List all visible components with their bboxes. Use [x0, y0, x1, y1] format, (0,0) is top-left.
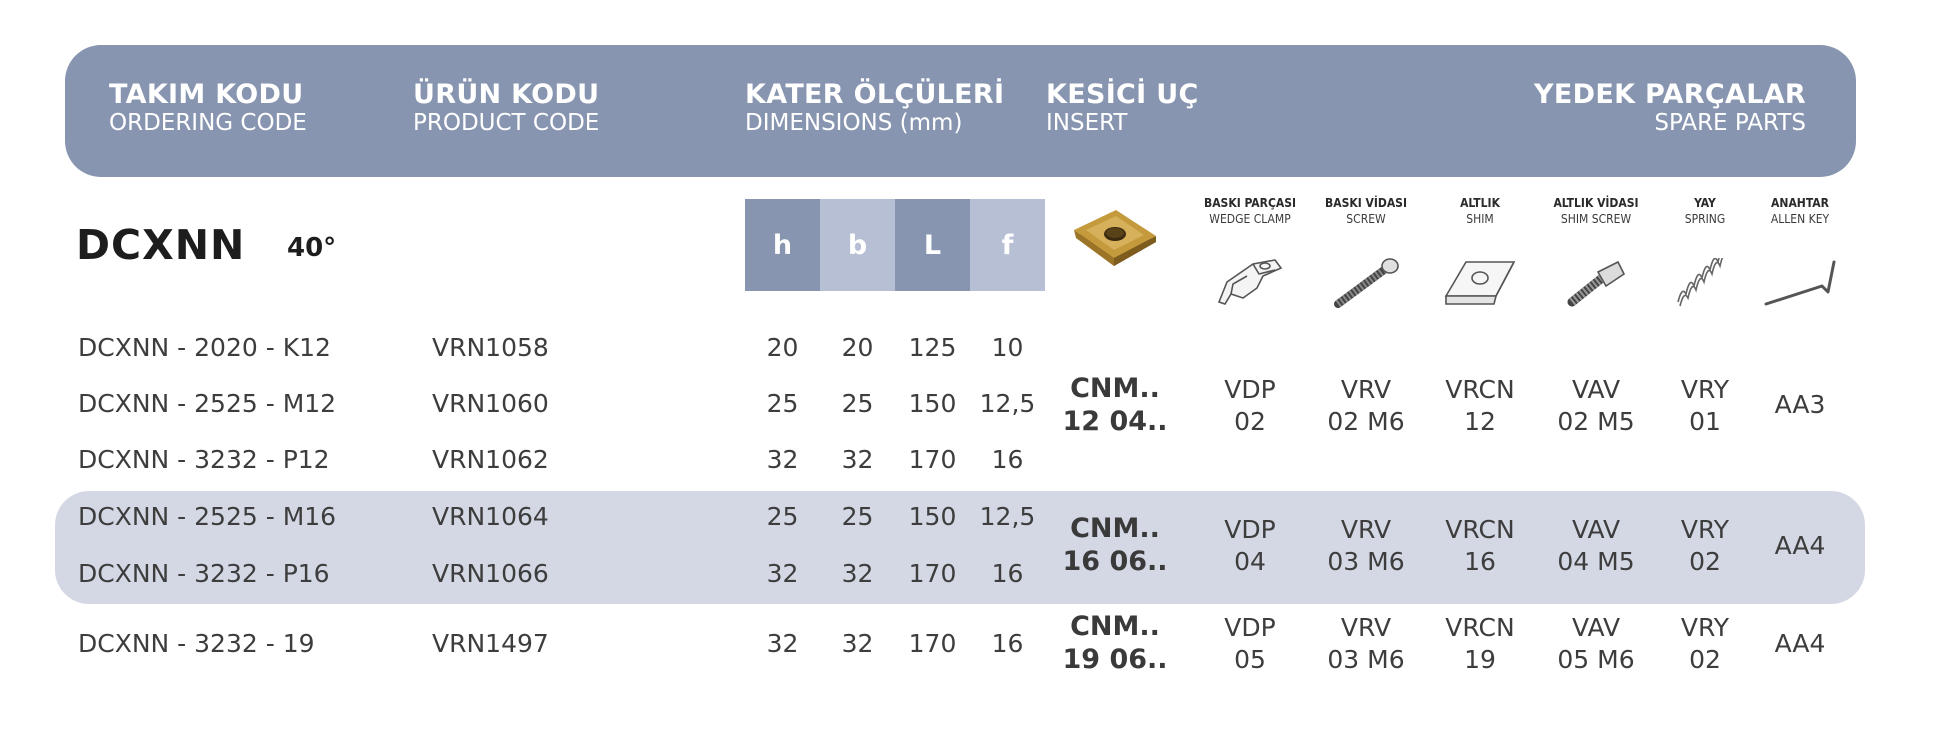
screw-code	[1301, 612, 1431, 676]
part-code: AA4	[1774, 531, 1826, 560]
spare-header-title: ANAHTAR	[1771, 196, 1829, 210]
insert-icon	[1068, 208, 1160, 280]
allen-key-code	[1735, 530, 1865, 562]
part-code: VRCN	[1445, 515, 1515, 544]
header-subtitle: PRODUCT CODE	[413, 110, 600, 136]
part-size: 12	[1464, 407, 1496, 436]
insert-code: CNM..	[1070, 513, 1160, 544]
spare-header-subtitle: SCREW	[1346, 212, 1386, 226]
part-size: 04 M5	[1557, 547, 1635, 576]
part-size: 02	[1689, 547, 1721, 576]
header-subtitle: DIMENSIONS (mm)	[745, 110, 963, 136]
dim-h: 20	[766, 333, 799, 362]
part-size: 02 M5	[1557, 407, 1635, 436]
header-subtitle: INSERT	[1046, 110, 1128, 136]
wedge-clamp-icon	[1213, 254, 1287, 310]
product-angle: 40°	[287, 233, 337, 263]
spare-header-title: BASKI VİDASI	[1325, 196, 1407, 210]
spare-header-wedge-clamp	[1185, 196, 1315, 227]
part-code: VRV	[1340, 515, 1392, 544]
header-ordering-code	[109, 80, 307, 136]
dim-h: 25	[766, 389, 799, 418]
product-name: DCXNN	[76, 221, 246, 269]
header-insert	[1046, 80, 1199, 136]
spare-header-screw	[1301, 196, 1431, 227]
header-dimensions	[745, 80, 1004, 136]
wedge-clamp-code	[1185, 374, 1315, 438]
part-code: VRY	[1680, 375, 1730, 404]
header-title: ÜRÜN KODU	[413, 79, 600, 110]
product-code: VRN1497	[432, 629, 549, 658]
insert-group-3	[1060, 610, 1170, 676]
spare-header-subtitle: ALLEN KEY	[1770, 212, 1830, 226]
product-code: VRN1066	[432, 559, 549, 588]
wedge-clamp-code	[1185, 514, 1315, 578]
part-size: 03 M6	[1327, 645, 1405, 674]
dim-h: 32	[766, 629, 799, 658]
spare-header-subtitle: SHIM	[1466, 212, 1494, 226]
part-size: 05 M6	[1557, 645, 1635, 674]
insert-size: 16 06..	[1062, 546, 1168, 577]
part-code: VDP	[1224, 613, 1276, 642]
part-code: AA3	[1774, 390, 1826, 419]
dim-header-f: f	[970, 199, 1045, 291]
header-title: TAKIM KODU	[109, 79, 304, 110]
dim-L: 150	[908, 502, 957, 531]
shim-icon	[1440, 256, 1520, 310]
dim-b: 32	[841, 445, 874, 474]
product-code: VRN1064	[432, 502, 549, 531]
insert-size: 12 04..	[1062, 406, 1168, 437]
spare-header-shim	[1415, 196, 1545, 227]
insert-group-2	[1060, 512, 1170, 578]
part-code: VAV	[1571, 375, 1621, 404]
dim-L: 170	[908, 629, 957, 658]
shim-screw-icon	[1562, 256, 1632, 310]
dim-L: 170	[908, 445, 957, 474]
dim-b: 25	[841, 389, 874, 418]
part-size: 02 M6	[1327, 407, 1405, 436]
insert-code: CNM..	[1070, 611, 1160, 642]
insert-group-1	[1060, 372, 1170, 438]
dim-f: 12,5	[979, 389, 1036, 418]
shim-code	[1415, 514, 1545, 578]
ordering-code: DCXNN - 2525 - M16	[78, 502, 337, 531]
spare-header-subtitle: SHIM SCREW	[1560, 212, 1632, 226]
dim-h: 32	[766, 445, 799, 474]
product-code: VRN1058	[432, 333, 549, 362]
spare-header-subtitle: WEDGE CLAMP	[1209, 212, 1291, 226]
spare-header-title: BASKI PARÇASI	[1203, 196, 1297, 210]
spare-header-subtitle: SPRING	[1684, 212, 1726, 226]
header-subtitle: ORDERING CODE	[109, 110, 307, 136]
product-code: VRN1062	[432, 445, 549, 474]
dim-f: 10	[991, 333, 1024, 362]
dim-b: 32	[841, 629, 874, 658]
ordering-code: DCXNN - 2020 - K12	[78, 333, 331, 362]
ordering-code: DCXNN - 3232 - 19	[78, 629, 315, 658]
part-code: VRCN	[1445, 375, 1515, 404]
part-code: VAV	[1571, 515, 1621, 544]
dim-f: 16	[991, 445, 1024, 474]
ordering-code: DCXNN - 3232 - P12	[78, 445, 330, 474]
spare-header-title: ALTLIK	[1460, 196, 1500, 210]
screw-icon	[1332, 256, 1402, 310]
dim-h: 25	[766, 502, 799, 531]
product-code: VRN1060	[432, 389, 549, 418]
dim-f: 16	[991, 629, 1024, 658]
part-code: AA4	[1774, 629, 1826, 658]
dim-L: 125	[908, 333, 957, 362]
spare-header-allen-key	[1735, 196, 1865, 227]
dim-f: 12,5	[979, 502, 1036, 531]
header-product-code	[413, 80, 599, 136]
header-subtitle: SPARE PARTS	[1654, 110, 1806, 136]
part-size: 02	[1234, 407, 1266, 436]
screw-code	[1301, 514, 1431, 578]
spare-header-title: YAY	[1694, 196, 1716, 210]
part-code: VAV	[1571, 613, 1621, 642]
spring-icon	[1672, 258, 1738, 310]
part-size: 04	[1234, 547, 1266, 576]
dim-L: 170	[908, 559, 957, 588]
part-code: VDP	[1224, 515, 1276, 544]
part-size: 02	[1689, 645, 1721, 674]
ordering-code: DCXNN - 3232 - P16	[78, 559, 330, 588]
allen-key-code	[1735, 628, 1865, 660]
header-title: YEDEK PARÇALAR	[1534, 79, 1806, 110]
dim-header-h: h	[745, 199, 820, 291]
header-title: KESİCİ UÇ	[1046, 79, 1199, 110]
shim-code	[1415, 374, 1545, 438]
ordering-code: DCXNN - 2525 - M12	[78, 389, 337, 418]
shim-code	[1415, 612, 1545, 676]
part-code: VRY	[1680, 515, 1730, 544]
allen-key-code	[1735, 389, 1865, 421]
wedge-clamp-code	[1185, 612, 1315, 676]
spare-header-title: ALTLIK VİDASI	[1553, 196, 1639, 210]
part-size: 03 M6	[1327, 547, 1405, 576]
dim-h: 32	[766, 559, 799, 588]
part-code: VDP	[1224, 375, 1276, 404]
dim-b: 20	[841, 333, 874, 362]
header-spare-parts	[1534, 80, 1806, 136]
part-code: VRY	[1680, 613, 1730, 642]
screw-code	[1301, 374, 1431, 438]
part-code: VRV	[1340, 613, 1392, 642]
dim-f: 16	[991, 559, 1024, 588]
allen-key-icon	[1762, 256, 1838, 310]
part-size: 05	[1234, 645, 1266, 674]
part-size: 16	[1464, 547, 1496, 576]
dim-L: 150	[908, 389, 957, 418]
header-title: KATER ÖLÇÜLERİ	[745, 79, 1005, 110]
dim-header-L: L	[895, 199, 970, 291]
part-size: 01	[1689, 407, 1721, 436]
part-code: VRV	[1340, 375, 1392, 404]
dim-header-b: b	[820, 199, 895, 291]
part-size: 19	[1464, 645, 1496, 674]
insert-size: 19 06..	[1062, 644, 1168, 675]
part-code: VRCN	[1445, 613, 1515, 642]
insert-code: CNM..	[1070, 373, 1160, 404]
dim-b: 25	[841, 502, 874, 531]
dim-b: 32	[841, 559, 874, 588]
